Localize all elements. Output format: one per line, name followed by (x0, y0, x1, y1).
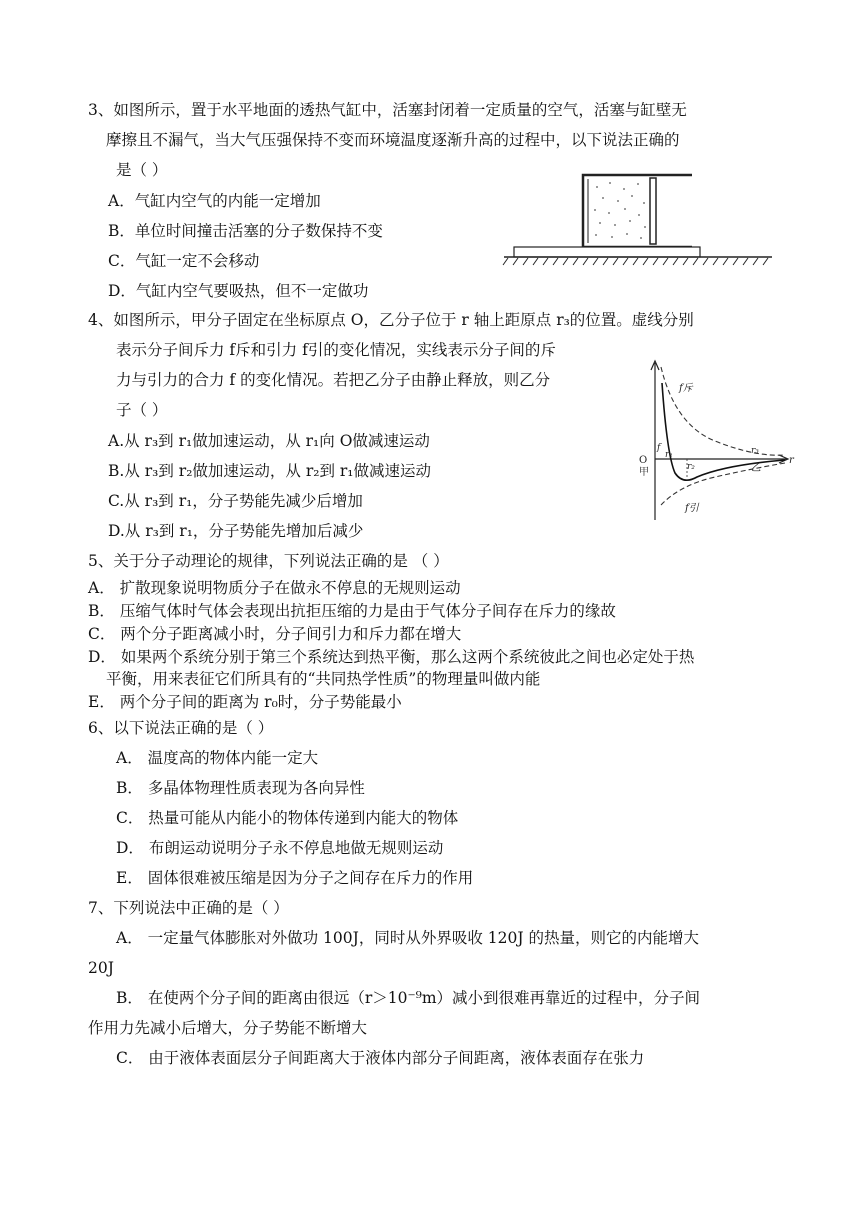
q6-option-c: C． 热量可能从内能小的物体传递到内能大的物体 (116, 809, 459, 827)
q3-option-c: C．气缸一定不会移动 (108, 252, 260, 270)
cylinder-figure (500, 165, 780, 275)
q4-stem-line-1: 4、如图所示，甲分子固定在坐标原点 O，乙分子位于 r 轴上距原点 r₃的位置。虚线分别 (88, 311, 694, 329)
q7-option-b-line-1: B． 在使两个分子间的距离由很远（r＞10⁻⁹m）减小到很难再靠近的过程中，分子间 (116, 989, 701, 1007)
q5-option-c: C． 两个分子距离减小时，分子间引力和斥力都在增大 (88, 625, 462, 643)
q4-option-c: C.从 r₃到 r₁，分子势能先减少后增加 (108, 492, 363, 510)
q7-option-a-line-2: 20J (88, 959, 114, 977)
q6-option-d: D． 布朗运动说明分子永不停息地做无规则运动 (116, 839, 444, 857)
q5-option-b: B． 压缩气体时气体会表现出抗拒压缩的力是由于气体分子间存在斥力的缘故 (88, 602, 616, 620)
label-r2: r₂ (687, 462, 695, 472)
q5-option-e: E． 两个分子间的距离为 r₀时，分子势能最小 (88, 693, 402, 711)
q4-stem-line-4: 子（ ） (116, 401, 168, 419)
molecular-force-figure (625, 355, 815, 525)
q5-option-d-line-1: D． 如果两个系统分别于第三个系统达到热平衡，那么这两个系统彼此之间也必定处于热 (88, 648, 695, 666)
q7-stem: 7、下列说法中正确的是（ ） (88, 899, 289, 917)
label-f: f (657, 443, 661, 453)
q6-stem: 6、以下说法正确的是（ ） (88, 719, 274, 737)
label-jia: 甲 (639, 467, 649, 478)
label-yi: 乙 (751, 463, 761, 474)
q7-option-c: C． 由于液体表面层分子间距离大于液体内部分子间距离，液体表面存在张力 (116, 1049, 645, 1067)
q5-option-d-line-2: 平衡，用来表征它们所具有的“共同热学性质”的物理量叫做内能 (106, 670, 541, 688)
label-r1: r₁ (665, 450, 673, 460)
q3-option-a: A．气缸内空气的内能一定增加 (108, 192, 321, 210)
q4-option-a: A.从 r₃到 r₁做加速运动，从 r₁向 O做减速运动 (108, 432, 430, 450)
q3-stem-line-2: 摩擦且不漏气，当大气压强保持不变而环境温度逐渐升高的过程中，以下说法正确的 (106, 131, 680, 149)
label-f-rep: f斥 (679, 383, 693, 394)
q7-option-a-line-1: A． 一定量气体膨胀对外做功 100J，同时从外界吸收 120J 的热量，则它的内能增大 (116, 929, 700, 947)
q5-option-a: A． 扩散现象说明物质分子在做永不停息的无规则运动 (88, 579, 461, 597)
q6-option-e: E． 固体很难被压缩是因为分子之间存在斥力的作用 (116, 869, 474, 887)
q5-stem: 5、关于分子动理论的规律，下列说法正确的是 （ ） (88, 552, 449, 570)
q4-option-b: B.从 r₃到 r₂做加速运动，从 r₂到 r₁做减速运动 (108, 462, 432, 480)
label-r3: r₃ (751, 446, 759, 456)
q4-stem-line-3: 力与引力的合力 f 的变化情况。若把乙分子由静止释放，则乙分 (116, 371, 551, 389)
q7-option-b-line-2: 作用力先减小后增大，分子势能不断增大 (88, 1019, 368, 1037)
label-origin: O (639, 455, 648, 466)
q3-option-b: B．单位时间撞击活塞的分子数保持不变 (108, 222, 383, 240)
q3-stem-line-3: 是（ ） (116, 161, 168, 179)
label-axis-r: r (789, 455, 794, 466)
q3-stem-line-1: 3、如图所示，置于水平地面的透热气缸中，活塞封闭着一定质量的空气，活塞与缸壁无 (88, 101, 687, 119)
q6-option-b: B． 多晶体物理性质表现为各向异性 (116, 779, 365, 797)
q6-option-a: A． 温度高的物体内能一定大 (116, 749, 319, 767)
label-f-att: f引 (685, 503, 699, 514)
q4-option-d: D.从 r₃到 r₁，分子势能先增加后减少 (108, 522, 364, 540)
q4-stem-line-2: 表示分子间斥力 f斥和引力 f引的变化情况，实线表示分子间的斥 (116, 341, 556, 359)
q3-option-d: D．气缸内空气要吸热，但不一定做功 (108, 282, 369, 300)
